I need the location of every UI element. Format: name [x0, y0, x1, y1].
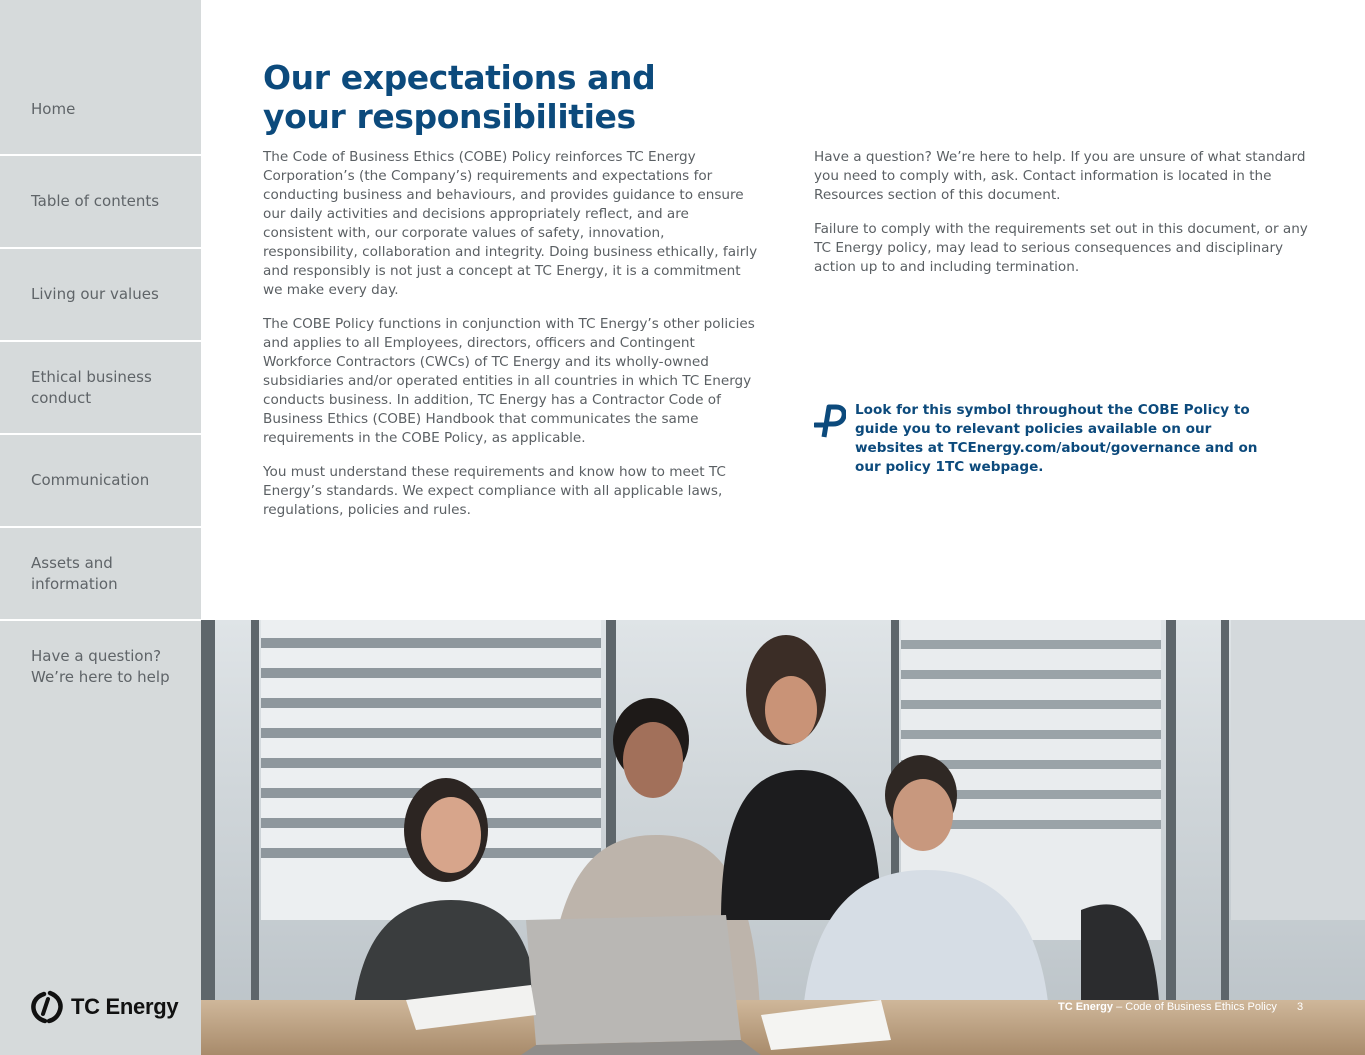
body-paragraph: The Code of Business Ethics (COBE) Policy reinforces TC Energy Corporation’s (the Company’s) requirements and expectations for conducting business and behaviours, and provides guidance to ensure our daily activities and decisions appropriately reflect, and are consistent with, our corporate values of safety, innovation, responsibility, collaboration and integrity. Doing business ethically, fairly and responsibly is not just a concept at TC Energy, it is a commitment we make every day.	[263, 149, 758, 298]
page-number: 3	[1297, 1001, 1304, 1013]
sidebar-item-label: Communication	[31, 471, 150, 489]
team-photo-illustration	[201, 620, 1365, 1055]
footer-doc-title: Code of Business Ethics Policy	[1125, 1001, 1277, 1013]
team-photo	[201, 620, 1365, 1055]
body-paragraph: Failure to comply with the requirements set out in this document, or any TC Energy policy, may lead to serious consequences and disciplinary action up to and including termination.	[814, 221, 1308, 275]
logo-wordmark: TC Energy	[71, 994, 179, 1019]
sidebar-item-ethical-business-conduct[interactable]	[0, 342, 201, 433]
body-paragraph: The COBE Policy functions in conjunction with TC Energy’s other policies and applies to all Employees, directors, officers and Contingent Workforce Contractors (CWCs) of TC Energy and its wholly-owned subsidiaries and/or operated entities in all countries in which TC Energy conducts business. In addition, TC Energy has a Contractor Code of Business Ethics (COBE) Handbook that communicates the same requirements in the COBE Policy, as applicable.	[263, 316, 755, 446]
sidebar-item-label: Have a question? We’re here to help	[31, 646, 170, 686]
tc-energy-logo	[31, 990, 178, 1024]
sidebar-item-living-our-values[interactable]	[0, 249, 201, 340]
footer-separator: –	[1113, 1001, 1126, 1013]
sidebar-item-label: Home	[31, 99, 76, 118]
sidebar-item-communication[interactable]	[0, 435, 201, 526]
sidebar-item-label: Assets and information	[31, 553, 118, 593]
page-footer	[1058, 1001, 1277, 1013]
sidebar-item-label: Table of contents	[31, 192, 160, 210]
right-column	[814, 148, 1314, 292]
sidebar-item-label: Living our values	[31, 285, 159, 303]
page-title: Our expectations and your responsibilities	[263, 58, 656, 136]
sidebar-item-have-a-question[interactable]	[0, 621, 201, 712]
sidebar-item-label: Ethical business conduct	[31, 367, 152, 407]
policy-symbol-icon	[814, 403, 846, 439]
sidebar-nav	[0, 0, 201, 1055]
footer-brand: TC Energy	[1058, 1001, 1114, 1013]
body-paragraph: Have a question? We’re here to help. If you are unsure of what standard you need to comply with, ask. Contact information is located in the Resources section of this document.	[814, 149, 1306, 203]
tc-energy-logo-icon	[31, 990, 63, 1024]
sidebar-item-assets-and-information[interactable]	[0, 528, 201, 619]
left-column	[263, 148, 763, 535]
body-paragraph: You must understand these requirements and know how to meet TC Energy’s standards. We expect compliance with all applicable laws, regulations, policies and rules.	[263, 464, 726, 518]
sidebar-item-table-of-contents[interactable]	[0, 156, 201, 247]
sidebar-item-home[interactable]	[0, 64, 201, 154]
policy-note: Look for this symbol throughout the COBE Policy to guide you to relevant policies available on our websites at TCEnergy.com/about/governance and on our policy 1TC webpage.	[855, 402, 1258, 475]
policy-callout	[814, 401, 1284, 477]
